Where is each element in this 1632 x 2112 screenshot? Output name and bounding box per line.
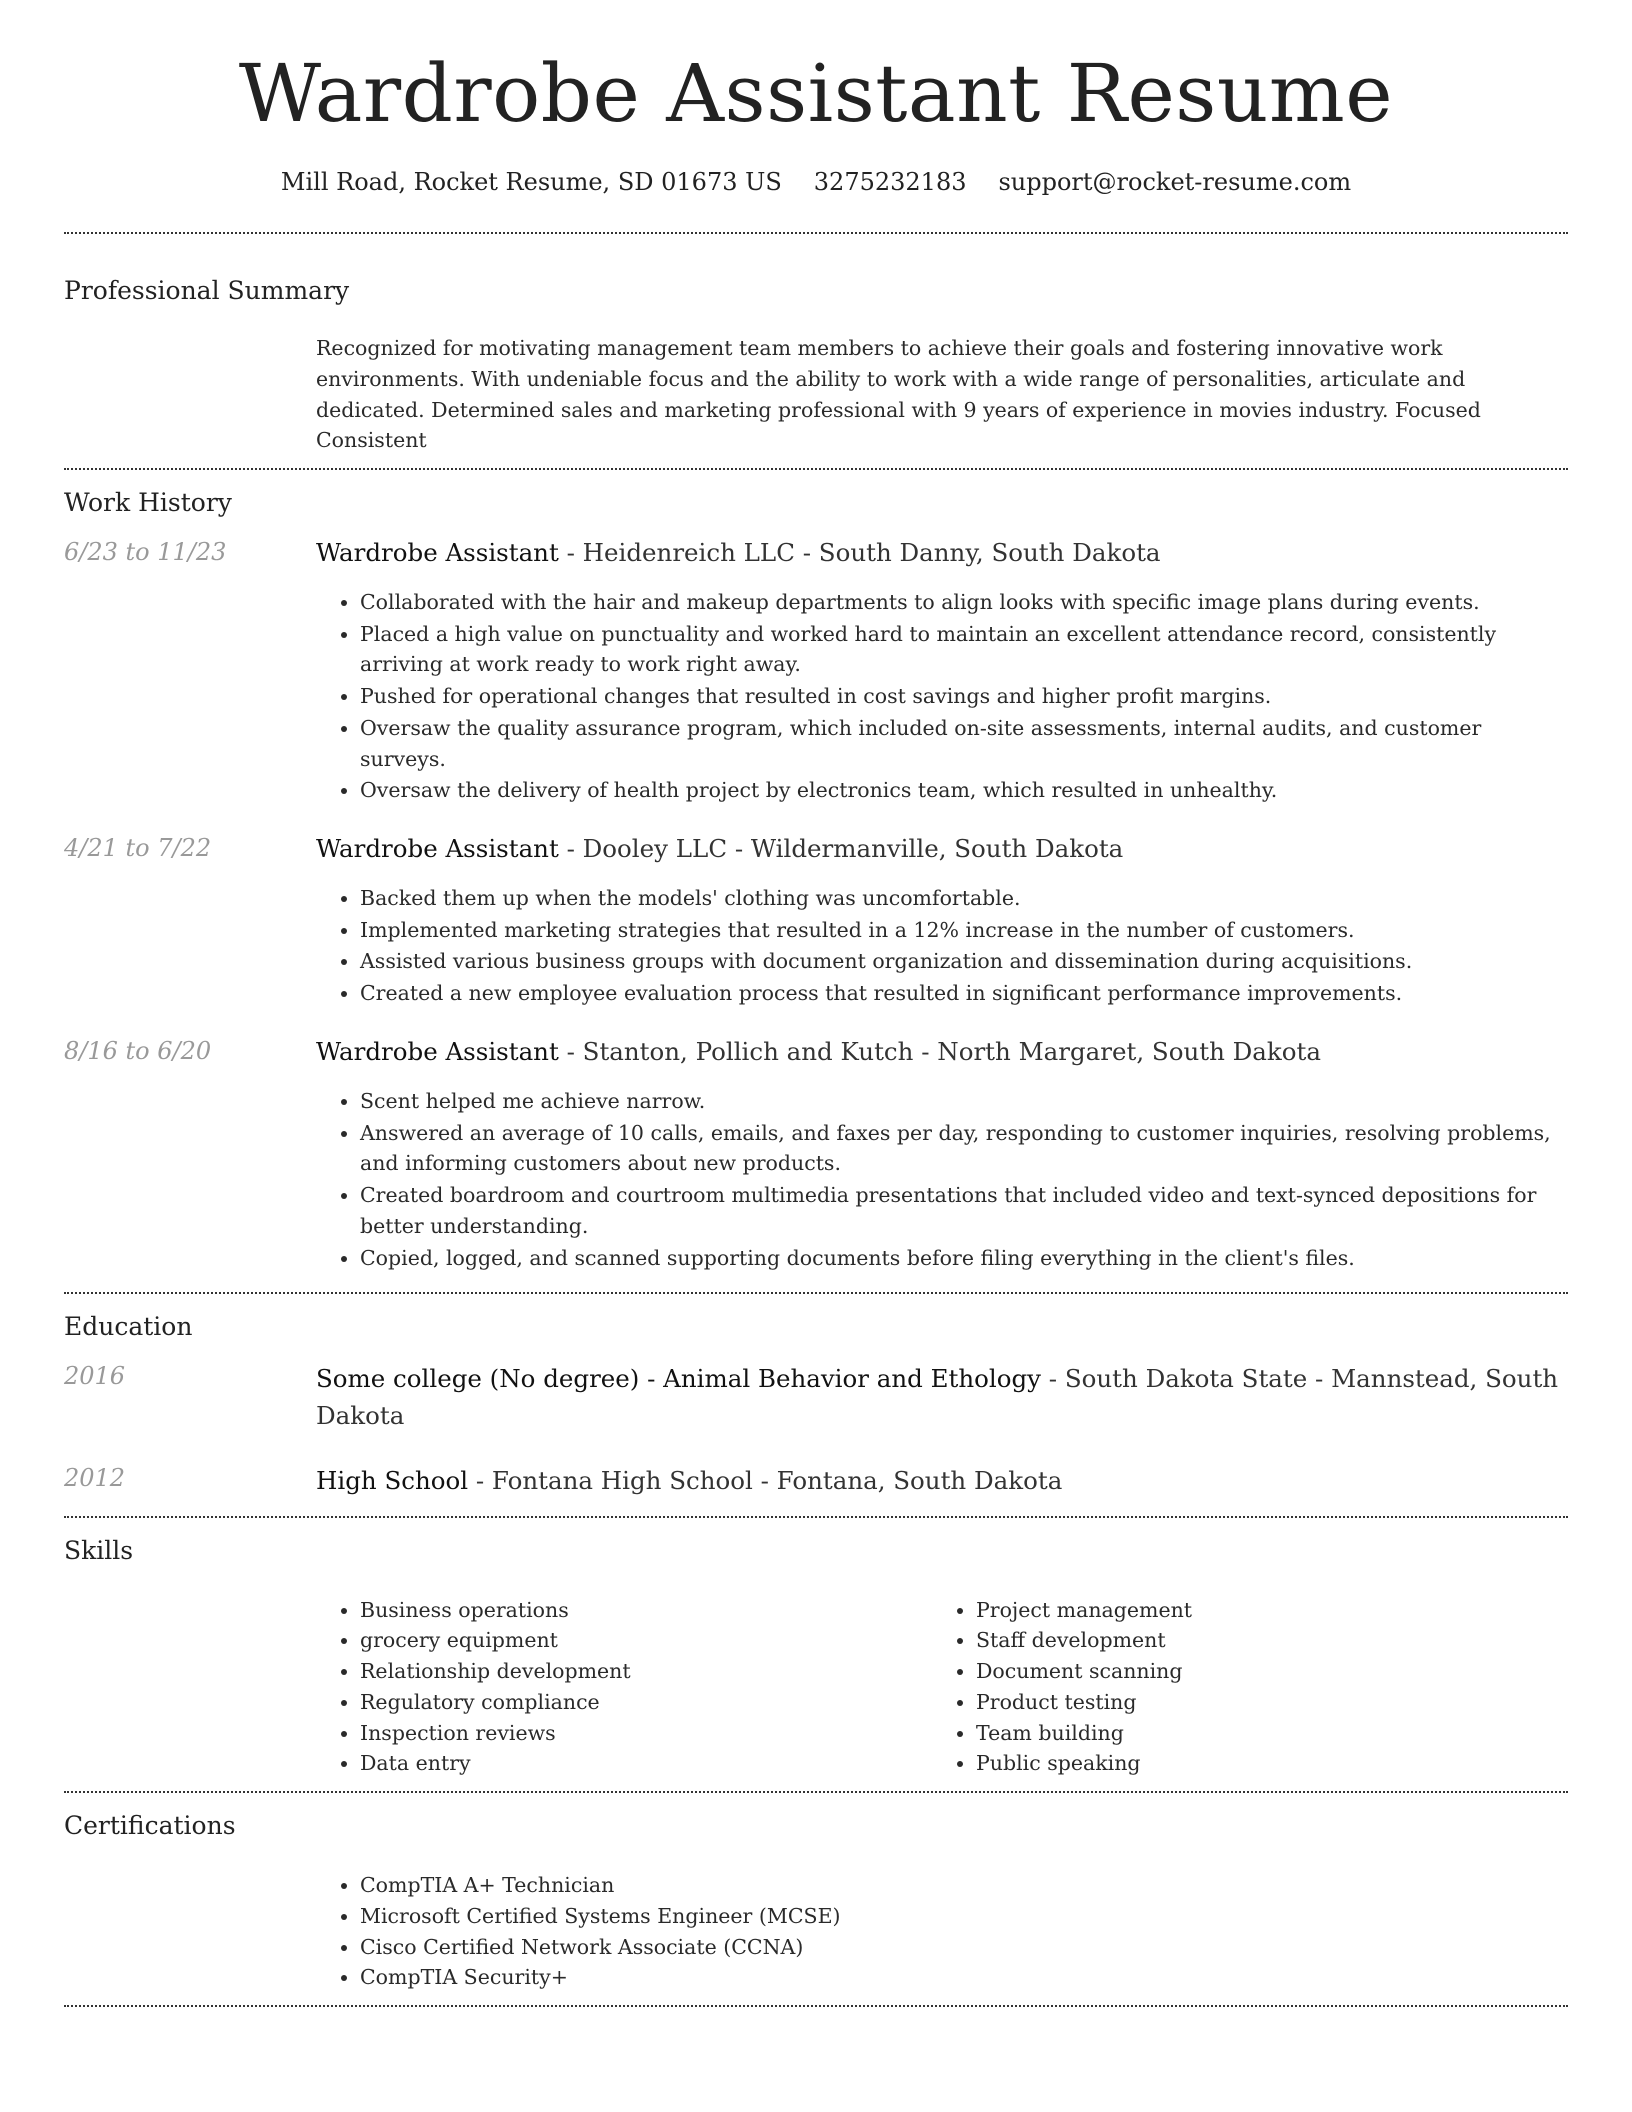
education-entry: [64, 1361, 1568, 1435]
contact-phone: 3275232183: [813, 168, 967, 196]
job-entry: [64, 833, 1568, 1010]
summary-text: Recognized for motivating management team members to achieve their goals and fostering innovative work environments. With undeniable focus and the ability to work with a wide range of personalities, articulate and dedicated. Determined sales and marketing professional with 9 years of experience in movies industry. Focused Consistent: [316, 336, 1481, 453]
list-item: • Relationship development: [360, 1656, 932, 1687]
list-item: • Microsoft Certified Systems Engineer (MCSE): [360, 1901, 1568, 1932]
skills-list-left: [316, 1595, 932, 1780]
skills-spacer: [64, 1585, 316, 1780]
education-year: 2012: [64, 1463, 126, 1492]
job-bullets: [316, 1086, 1568, 1274]
education-details: - South Dakota State - Mannstead, South Dakota: [316, 1364, 1559, 1431]
summary-section: [64, 234, 1568, 468]
list-item: • Collaborated with the hair and makeup departments to align looks with specific image plans during events.: [360, 587, 1568, 618]
summary-heading: Professional Summary: [64, 276, 350, 305]
certifications-section: [64, 1793, 1568, 2005]
education-entry: [64, 1463, 1568, 1500]
education-details: - Fontana High School - Fontana, South Dakota: [468, 1465, 1063, 1495]
certifications-spacer: [64, 1860, 316, 1993]
list-item: • CompTIA A+ Technician: [360, 1870, 1568, 1901]
job-role: Wardrobe Assistant: [316, 1036, 559, 1066]
list-item: • CompTIA Security+: [360, 1962, 1568, 1993]
job-entry: [64, 537, 1568, 807]
list-item: • Copied, logged, and scanned supporting documents before filing everything in the client's files.: [360, 1243, 1568, 1274]
education-heading: Education: [64, 1312, 193, 1342]
list-item: • Oversaw the delivery of health project by electronics team, which resulted in unhealthy.: [360, 775, 1568, 806]
list-item: • Data entry: [360, 1748, 932, 1779]
job-entry: [64, 1036, 1568, 1274]
certifications-heading: Certifications: [64, 1811, 236, 1841]
list-item: • Regulatory compliance: [360, 1687, 932, 1718]
resume-header: [64, 0, 1568, 196]
list-item: • Implemented marketing strategies that resulted in a 12% increase in the number of customers.: [360, 915, 1568, 946]
contact-email: support@rocket-resume.com: [998, 168, 1352, 196]
list-item: • Business operations: [360, 1595, 932, 1626]
job-details: - Heidenreich LLC - South Danny, South Dakota: [558, 538, 1161, 567]
list-item: • Created a new employee evaluation process that resulted in significant performance improvements.: [360, 978, 1568, 1009]
education-degree: High School: [316, 1465, 469, 1495]
work-history-heading: Work History: [64, 488, 232, 517]
job-dates: 8/16 to 6/20: [64, 1036, 212, 1065]
list-item: • Pushed for operational changes that resulted in cost savings and higher profit margins.: [360, 681, 1568, 712]
job-bullets: [316, 587, 1568, 806]
divider: [64, 2005, 1568, 2007]
education-year: 2016: [64, 1362, 126, 1391]
job-bullets: [316, 883, 1568, 1009]
job-details: - Stanton, Pollich and Kutch - North Margaret, South Dakota: [558, 1036, 1321, 1066]
resume-title: Wardrobe Assistant Resume: [238, 47, 1394, 140]
job-title: [316, 1036, 1568, 1068]
list-item: • Answered an average of 10 calls, emails, and faxes per day, responding to customer inquiries, resolving problems, and informing customers about new products.: [360, 1118, 1568, 1180]
list-item: • Created boardroom and courtroom multimedia presentations that included video and text-synced depositions for better understanding.: [360, 1180, 1568, 1242]
job-role: Wardrobe Assistant: [316, 834, 559, 864]
list-item: • Public speaking: [976, 1748, 1568, 1779]
list-item: • grocery equipment: [360, 1625, 932, 1656]
skills-section: [64, 1518, 1568, 1792]
list-item: • Backed them up when the models' clothing was uncomfortable.: [360, 883, 1568, 914]
contact-line: [64, 168, 1568, 196]
list-item: • Placed a high value on punctuality and worked hard to maintain an excellent attendance record, consistently arriving at work ready to work right away.: [360, 619, 1568, 681]
job-details: - Dooley LLC - Wildermanville, South Dakota: [558, 834, 1124, 864]
job-role: Wardrobe Assistant: [316, 538, 559, 567]
job-title: [316, 537, 1568, 569]
list-item: • Staff development: [976, 1625, 1568, 1656]
education-degree: Some college (No degree) - Animal Behavior and Ethology: [316, 1364, 1041, 1394]
list-item: • Product testing: [976, 1687, 1568, 1718]
contact-address: Mill Road, Rocket Resume, SD 01673 US: [280, 168, 782, 196]
job-dates: 4/21 to 7/22: [64, 834, 212, 863]
list-item: • Oversaw the quality assurance program, which included on-site assessments, internal audits, and customer surveys.: [360, 713, 1568, 775]
list-item: • Inspection reviews: [360, 1718, 932, 1749]
list-item: • Assisted various business groups with document organization and dissemination during acquisitions.: [360, 946, 1568, 977]
work-history-section: [64, 470, 1568, 1292]
list-item: • Scent helped me achieve narrow.: [360, 1086, 1568, 1117]
skills-list-right: [932, 1595, 1568, 1780]
certifications-list: [316, 1870, 1568, 1993]
list-item: • Project management: [976, 1595, 1568, 1626]
job-dates: 6/23 to 11/23: [64, 538, 227, 566]
job-title: [316, 833, 1568, 865]
education-section: [64, 1294, 1568, 1515]
summary-spacer: [64, 333, 316, 456]
list-item: • Team building: [976, 1718, 1568, 1749]
list-item: • Document scanning: [976, 1656, 1568, 1687]
list-item: • Cisco Certified Network Associate (CCNA): [360, 1932, 1568, 1963]
education-title: [316, 1463, 1568, 1500]
skills-heading: Skills: [64, 1535, 134, 1565]
education-title: [316, 1361, 1568, 1435]
